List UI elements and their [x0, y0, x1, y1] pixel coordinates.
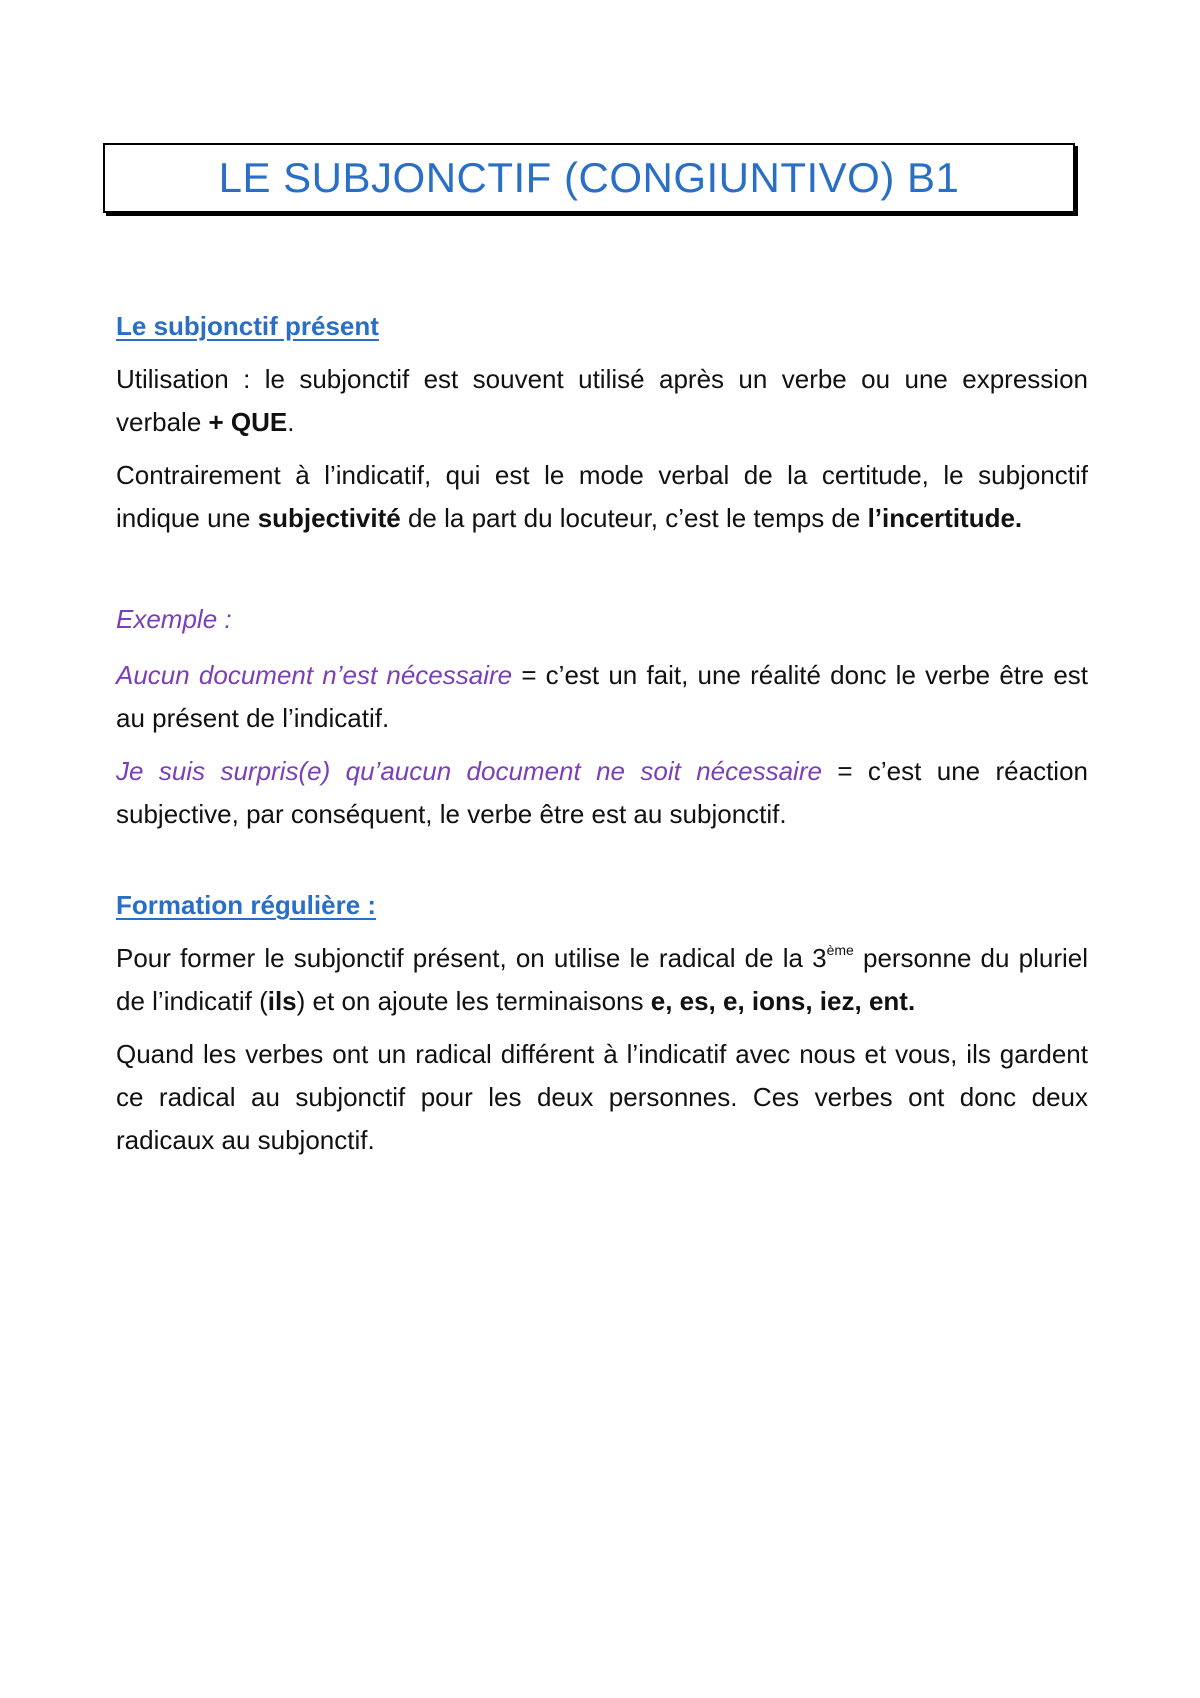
- contrairement-part1: Contrairement à l’indicatif, qui est le mode verbal de la certitude, le subjonctif indique une: [116, 460, 1088, 533]
- paragraph-formation-1: [116, 937, 1088, 1023]
- paragraph-contrairement: [116, 454, 1088, 540]
- utilisation-text: Utilisation : le subjonctif est souvent utilisé après un verbe ou une expression verbale: [116, 364, 1088, 437]
- paragraph-formation-2: Quand les verbes ont un radical différent à l’indicatif avec nous et vous, ils gardent ce radical au subjonctif pour les deux personnes. Ces verbes ont donc deux radicaux au subjonctif.: [116, 1039, 1088, 1155]
- utilisation-end: .: [287, 407, 295, 437]
- ils-bold: ils: [267, 986, 297, 1016]
- superscript-eme: ème: [826, 942, 854, 959]
- example-1: [116, 654, 1088, 740]
- section-heading-formation: Formation régulière :: [116, 890, 377, 920]
- section-heading-subjonctif-present: Le subjonctif présent: [116, 311, 379, 341]
- example-2-explanation: = c’est une réaction subjective, par conséquent, le verbe être est au subjonctif.: [116, 756, 1088, 829]
- utilisation-que-bold: + QUE: [208, 407, 288, 437]
- example-1-explanation: = c’est un fait, une réalité donc le verbe être est au présent de l’indicatif.: [116, 660, 1088, 733]
- subjectivite-bold: subjectivité: [257, 503, 401, 533]
- terminaisons-bold: e, es, e, ions, iez, ent.: [650, 986, 916, 1016]
- exemple-label: Exemple :: [116, 604, 232, 634]
- example-2-sentence: Je suis surpris(e) qu’aucun document ne soit nécessaire: [116, 756, 822, 786]
- formation-p1-a: Pour former le subjonctif présent, on utilise le radical de la 3: [116, 943, 827, 973]
- incertitude-bold: l’incertitude.: [867, 503, 1023, 533]
- example-2: [116, 750, 1088, 836]
- formation-p1-b: personne du pluriel de l’indicatif (: [116, 943, 1088, 1016]
- contrairement-part2: de la part du locuteur, c’est le temps de: [400, 503, 868, 533]
- paragraph-utilisation: [116, 358, 1088, 444]
- document-body: [116, 305, 1088, 1162]
- formation-p1-c: ) et on ajoute les terminaisons: [296, 986, 651, 1016]
- page-title: LE SUBJONCTIF (CONGIUNTIVO) B1: [218, 154, 960, 201]
- example-1-sentence: Aucun document n’est nécessaire: [116, 660, 513, 690]
- title-box: [103, 143, 1075, 213]
